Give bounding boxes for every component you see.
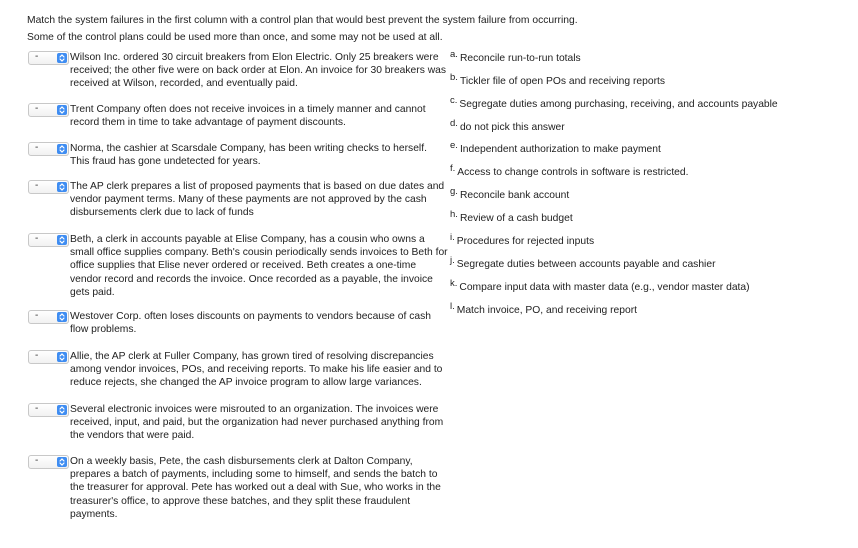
answer-select[interactable]: [28, 455, 69, 469]
answer-select[interactable]: [28, 180, 69, 194]
answer-text: Compare input data with master data (e.g., vendor master data): [459, 282, 750, 293]
answer-select[interactable]: [28, 103, 69, 117]
answer-item: [450, 232, 595, 247]
question-text: On a weekly basis, Pete, the cash disbursements clerk at Dalton Company, prepares a batch of payments, including some to himself, and sends the batch to the treasurer for approval. Pete has worked out a deal with Sue, who works in the treasurer's office, to approve these batches, and they split these fraudulent payments.: [70, 456, 441, 520]
up-down-chevron-icon: [57, 235, 67, 245]
answer-text: Segregate duties among purchasing, receiving, and accounts payable: [459, 99, 778, 110]
up-down-chevron-icon: [57, 144, 67, 154]
answer-text: Review of a cash budget: [459, 213, 573, 224]
answer-text: Match invoice, PO, and receiving report: [456, 305, 638, 316]
up-down-chevron-icon: [57, 457, 67, 467]
select-value: -: [35, 455, 39, 466]
up-down-chevron-icon: [57, 312, 67, 322]
select-value: -: [35, 103, 39, 114]
select-value: -: [35, 142, 39, 153]
answer-item: [450, 95, 778, 110]
answer-select[interactable]: [28, 350, 69, 364]
answer-letter: i.: [450, 232, 455, 243]
question-text: Norma, the cashier at Scarsdale Company, has been writing checks to herself. This fraud has gone undetected for years.: [70, 143, 427, 168]
answer-letter: k.: [450, 278, 458, 289]
select-value: -: [35, 51, 39, 62]
answer-text: Reconcile run-to-run totals: [459, 53, 581, 64]
answer-letter: a.: [450, 49, 458, 60]
answer-item: [450, 209, 573, 224]
question-text: Several electronic invoices were misrouted to an organization. The invoices were received, input, and paid, but the organization had never purchased anything from the vendors that were paid.: [70, 404, 444, 442]
up-down-chevron-icon: [57, 352, 67, 362]
answer-letter: c.: [450, 95, 458, 106]
answer-letter: e.: [450, 140, 458, 151]
answer-select[interactable]: [28, 310, 69, 324]
answer-letter: j.: [450, 255, 455, 266]
instructions-line-2: Some of the control plans could be used more than once, and some may not be used at all.: [27, 32, 443, 43]
answer-select[interactable]: [28, 142, 69, 156]
question-text: Wilson Inc. ordered 30 circuit breakers from Elon Electric. Only 25 breakers were received; the other five were on back order at Elon. An invoice for 30 breakers was received at Wilson, recorded, and eventually paid.: [70, 52, 447, 90]
question-text: Beth, a clerk in accounts payable at Elise Company, has a cousin who owns a small office supplies company. Beth's cousin periodically sends invoices to Beth for office supplies that Elise never ordered or received. Beth creates a one-time vendor record and records the invoice. Once recorded as a payable, the invoice gets paid.: [70, 234, 448, 298]
select-value: -: [35, 350, 39, 361]
answer-item: [450, 163, 689, 178]
answer-select[interactable]: [28, 51, 69, 65]
answer-item: [450, 278, 750, 293]
answer-select[interactable]: [28, 403, 69, 417]
answer-letter: h.: [450, 209, 458, 220]
answer-item: [450, 140, 661, 155]
answer-letter: b.: [450, 72, 458, 83]
question-text: The AP clerk prepares a list of proposed payments that is based on due dates and vendor payment terms. Many of these payments are not approved by the cash disbursements clerk due to lack of funds: [70, 181, 445, 219]
answer-item: [450, 118, 565, 133]
answer-item: [450, 255, 716, 270]
select-value: -: [35, 403, 39, 414]
answer-select[interactable]: [28, 233, 69, 247]
up-down-chevron-icon: [57, 105, 67, 115]
instructions-line-1: Match the system failures in the first column with a control plan that would best prevent the system failure from occurring.: [27, 15, 578, 26]
question-text: Allie, the AP clerk at Fuller Company, has grown tired of resolving discrepancies among vendor invoices, POs, and receiving reports. To make his life easier and to reduce rejects, she changed the AP invoice program to allow large variances.: [70, 351, 443, 389]
instructions: [27, 12, 827, 46]
answer-text: Access to change controls in software is restricted.: [457, 167, 689, 178]
answer-text: Segregate duties between accounts payable and cashier: [456, 259, 716, 270]
answer-item: [450, 186, 570, 201]
up-down-chevron-icon: [57, 53, 67, 63]
answer-text: Reconcile bank account: [459, 190, 570, 201]
answer-item: [450, 301, 638, 316]
up-down-chevron-icon: [57, 182, 67, 192]
question-text: Trent Company often does not receive invoices in a timely manner and cannot record them in time to take advantage of payment discounts.: [70, 104, 426, 129]
answer-text: Tickler file of open POs and receiving reports: [459, 76, 666, 87]
question-text: Westover Corp. often loses discounts on payments to vendors because of cash flow problems.: [70, 311, 431, 336]
answer-text: do not pick this answer: [459, 122, 565, 133]
select-value: -: [35, 180, 39, 191]
answer-text: Procedures for rejected inputs: [456, 236, 595, 247]
answer-letter: f.: [450, 163, 456, 174]
answer-letter: g.: [450, 186, 458, 197]
up-down-chevron-icon: [57, 405, 67, 415]
answer-letter: d.: [450, 118, 458, 129]
answer-letter: l.: [450, 301, 455, 312]
select-value: -: [35, 233, 39, 244]
answer-item: [450, 72, 666, 87]
answer-item: [450, 49, 581, 64]
answer-text: Independent authorization to make payment: [459, 144, 661, 155]
select-value: -: [35, 310, 39, 321]
